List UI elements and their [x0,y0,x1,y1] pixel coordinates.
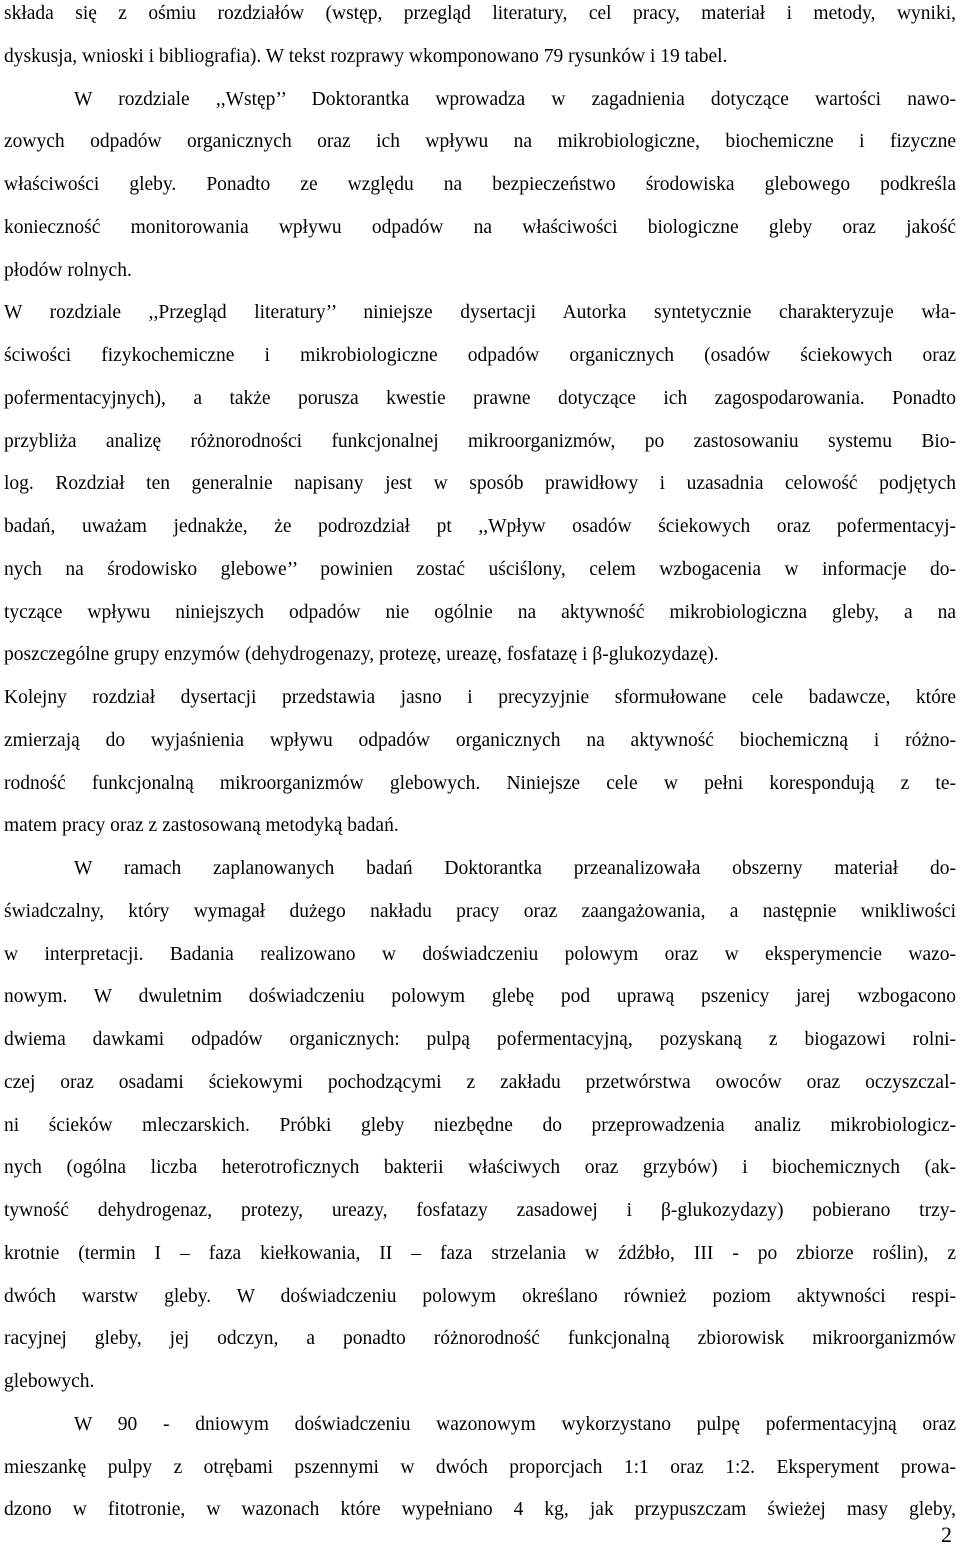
text-line: racyjnej gleby, jej odczyn, a ponadto różnorodność funkcjonalną zbiorowisk mikroorganizmów [4,1328,956,1350]
text-line: ściwości fizykochemiczne i mikrobiologiczne odpadów organicznych (osadów ściekowych oraz [4,345,956,366]
text-line: dwóch warstw gleby. W doświadczeniu polowym określano również poziom aktywności respi- [4,1285,956,1307]
text-line: log. Rozdział ten generalnie napisany jest w sposób prawidłowy i uzasadnia celowość podjętych [4,473,956,495]
text-line: matem pracy oraz z zastosowaną metodyką badań. [4,815,399,837]
text-line: dzono w fitotronie, w wazonach które wypełniano 4 kg, jak przypuszczam świeżej masy gleby, [4,1499,956,1521]
text-line: zowych odpadów organicznych oraz ich wpływu na mikrobiologiczne, biochemiczne i fizyczne [4,131,956,153]
text-line: czej oraz osadami ściekowymi pochodzącymi z zakładu przetwórstwa owoców oraz oczyszczal- [4,1071,956,1093]
text-line: poszczególne grupy enzymów (dehydrogenazy, protezę, ureazę, fosfatazę i β-glukozydazę). [4,644,719,666]
document-body [4,0,956,1532]
text-line: właściwości gleby. Ponadto ze względu na bezpieczeństwo środowiska glebowego podkreśla [4,174,956,195]
text-line: tyczące wpływu niniejszych odpadów nie ogólnie na aktywność mikrobiologiczna gleby, a na [4,601,956,623]
text-line: krotnie (termin I – faza kiełkowania, II – faza strzelania w źdźbło, III - po zbiorze roślin), z [4,1242,956,1264]
text-line: przybliża analizę różnorodności funkcjonalnej mikroorganizmów, po zastosowaniu systemu Bio- [4,430,956,452]
text-line: W rozdziale ,,Wstęp’’ Doktorantka wprowadza w zagadnienia dotyczące wartości nawo- [74,88,956,110]
text-line: mieszankę pulpy z otrębami pszennymi w dwóch proporcjach 1:1 oraz 1:2. Eksperyment prowa- [4,1456,956,1478]
text-line: świadczalny, który wymagał dużego nakładu pracy oraz zaangażowania, a następnie wnikliwości [4,900,956,922]
text-line: dwiema dawkami odpadów organicznych: pulpą pofermentacyjną, pozyskaną z biogazowi rolni- [4,1029,956,1050]
text-line: nych na środowisko glebowe’’ powinien zostać uściślony, celem wzbogacenia w informacje do- [4,558,956,580]
text-line: nowym. W dwuletnim doświadczeniu polowym glebę pod uprawą pszenicy jarej wzbogacono [4,986,956,1008]
page-number: 2 [941,1522,952,1547]
text-line: pofermentacyjnych), a także porusza kwestie prawne dotyczące ich zagospodarowania. Ponadto [4,387,956,409]
text-line: zmierzają do wyjaśnienia wpływu odpadów organicznych na aktywność biochemiczną i różno- [4,729,956,751]
text-line: glebowych. [4,1371,95,1392]
text-line: W 90 - dniowym doświadczeniu wazonowym wykorzystano pulpę pofermentacyjną oraz [74,1413,956,1435]
text-line: Kolejny rozdział dysertacji przedstawia jasno i precyzyjnie sformułowane cele badawcze, które [4,687,956,708]
text-line: tywność dehydrogenaz, protezy, ureazy, fosfatazy zasadowej i β-glukozydazy) pobierano trzy- [4,1200,956,1221]
text-line: składa się z ośmiu rozdziałów (wstęp, przegląd literatury, cel pracy, materiał i metody, wyniki, [4,3,956,24]
text-line: badań, uważam jednakże, że podrozdział pt ,,Wpływ osadów ściekowych oraz pofermentacyj- [4,516,956,537]
text-line: dyskusja, wnioski i bibliografia). W tekst rozprawy wkomponowano 79 rysunków i 19 tabel. [4,45,728,67]
text-line: nych (ogólna liczba heterotroficznych bakterii właściwych oraz grzybów) i biochemicznych (ak- [4,1157,956,1179]
text-line: W ramach zaplanowanych badań Doktorantka przeanalizowała obszerny materiał do- [74,858,956,879]
text-line: rodność funkcjonalną mikroorganizmów glebowych. Niniejsze cele w pełni korespondują z te- [4,772,956,794]
text-line: W rozdziale ,,Przegląd literatury’’ niniejsze dysertacji Autorka syntetycznie charakteryzuje wła- [4,302,956,324]
text-line: ni ścieków mleczarskich. Próbki gleby niezbędne do przeprowadzenia analiz mikrobiologicz- [4,1114,956,1136]
text-line: płodów rolnych. [4,259,132,281]
text-line: w interpretacji. Badania realizowano w doświadczeniu polowym oraz w eksperymencie wazo- [4,943,956,965]
text-line: konieczność monitorowania wpływu odpadów na właściwości biologiczne gleby oraz jakość [4,216,956,238]
